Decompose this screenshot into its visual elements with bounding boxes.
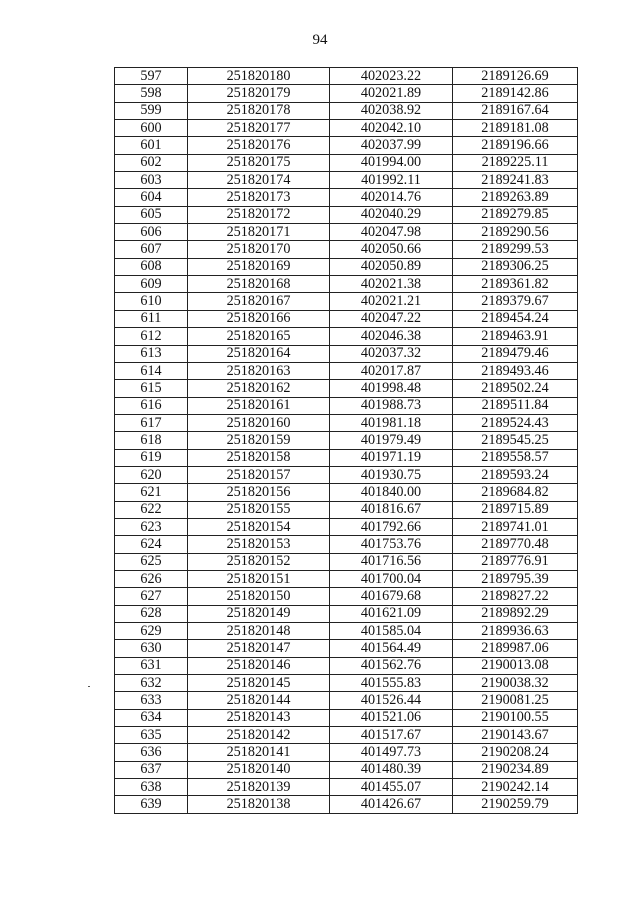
point-number-cell: 627 — [115, 588, 188, 605]
table-row — [115, 657, 578, 674]
y-coordinate-cell: 2189306.25 — [453, 258, 578, 275]
point-number-cell: 632 — [115, 675, 188, 692]
point-id-cell: 251820179 — [188, 85, 330, 102]
point-number-cell: 603 — [115, 172, 188, 189]
y-coordinate-cell: 2189770.48 — [453, 536, 578, 553]
table-row — [115, 605, 578, 622]
point-number-cell: 631 — [115, 657, 188, 674]
table-row — [115, 484, 578, 501]
point-number-cell: 613 — [115, 345, 188, 362]
point-id-cell: 251820139 — [188, 779, 330, 796]
y-coordinate-cell: 2189225.11 — [453, 154, 578, 171]
y-coordinate-cell: 2190208.24 — [453, 744, 578, 761]
point-id-cell: 251820178 — [188, 102, 330, 119]
table-row — [115, 761, 578, 778]
table-row — [115, 397, 578, 414]
point-id-cell: 251820142 — [188, 727, 330, 744]
point-id-cell: 251820170 — [188, 241, 330, 258]
point-id-cell: 251820140 — [188, 761, 330, 778]
point-id-cell: 251820167 — [188, 293, 330, 310]
x-coordinate-cell: 401497.73 — [330, 744, 453, 761]
x-coordinate-cell: 402046.38 — [330, 328, 453, 345]
y-coordinate-cell: 2189936.63 — [453, 623, 578, 640]
point-id-cell: 251820147 — [188, 640, 330, 657]
point-number-cell: 623 — [115, 518, 188, 535]
x-coordinate-cell: 402021.21 — [330, 293, 453, 310]
y-coordinate-cell: 2189987.06 — [453, 640, 578, 657]
coordinates-table-body — [115, 68, 578, 814]
point-number-cell: 611 — [115, 310, 188, 327]
point-number-cell: 616 — [115, 397, 188, 414]
x-coordinate-cell: 401971.19 — [330, 449, 453, 466]
point-id-cell: 251820169 — [188, 258, 330, 275]
table-row — [115, 796, 578, 813]
point-number-cell: 638 — [115, 779, 188, 796]
point-id-cell: 251820151 — [188, 570, 330, 587]
x-coordinate-cell: 401753.76 — [330, 536, 453, 553]
y-coordinate-cell: 2189479.46 — [453, 345, 578, 362]
point-id-cell: 251820162 — [188, 380, 330, 397]
point-number-cell: 606 — [115, 224, 188, 241]
point-number-cell: 633 — [115, 692, 188, 709]
y-coordinate-cell: 2189827.22 — [453, 588, 578, 605]
x-coordinate-cell: 401816.67 — [330, 501, 453, 518]
point-id-cell: 251820153 — [188, 536, 330, 553]
y-coordinate-cell: 2189361.82 — [453, 276, 578, 293]
x-coordinate-cell: 401480.39 — [330, 761, 453, 778]
point-id-cell: 251820148 — [188, 623, 330, 640]
point-number-cell: 598 — [115, 85, 188, 102]
table-row — [115, 241, 578, 258]
x-coordinate-cell: 402021.38 — [330, 276, 453, 293]
point-id-cell: 251820143 — [188, 709, 330, 726]
point-number-cell: 634 — [115, 709, 188, 726]
x-coordinate-cell: 401792.66 — [330, 518, 453, 535]
y-coordinate-cell: 2189196.66 — [453, 137, 578, 154]
x-coordinate-cell: 401998.48 — [330, 380, 453, 397]
table-row — [115, 85, 578, 102]
table-row — [115, 744, 578, 761]
x-coordinate-cell: 401585.04 — [330, 623, 453, 640]
x-coordinate-cell: 402023.22 — [330, 68, 453, 85]
point-id-cell: 251820138 — [188, 796, 330, 813]
point-number-cell: 636 — [115, 744, 188, 761]
y-coordinate-cell: 2189558.57 — [453, 449, 578, 466]
y-coordinate-cell: 2189741.01 — [453, 518, 578, 535]
point-id-cell: 251820145 — [188, 675, 330, 692]
x-coordinate-cell: 401679.68 — [330, 588, 453, 605]
y-coordinate-cell: 2189776.91 — [453, 553, 578, 570]
table-row — [115, 380, 578, 397]
y-coordinate-cell: 2189545.25 — [453, 432, 578, 449]
x-coordinate-cell: 402047.22 — [330, 310, 453, 327]
y-coordinate-cell: 2190259.79 — [453, 796, 578, 813]
point-number-cell: 602 — [115, 154, 188, 171]
y-coordinate-cell: 2189715.89 — [453, 501, 578, 518]
table-row — [115, 588, 578, 605]
point-number-cell: 610 — [115, 293, 188, 310]
table-row — [115, 154, 578, 171]
point-number-cell: 624 — [115, 536, 188, 553]
y-coordinate-cell: 2189279.85 — [453, 206, 578, 223]
point-number-cell: 608 — [115, 258, 188, 275]
x-coordinate-cell: 401981.18 — [330, 414, 453, 431]
table-row — [115, 449, 578, 466]
table-row — [115, 189, 578, 206]
point-number-cell: 621 — [115, 484, 188, 501]
x-coordinate-cell: 402050.66 — [330, 241, 453, 258]
y-coordinate-cell: 2189493.46 — [453, 362, 578, 379]
x-coordinate-cell: 401526.44 — [330, 692, 453, 709]
x-coordinate-cell: 401930.75 — [330, 466, 453, 483]
x-coordinate-cell: 401426.67 — [330, 796, 453, 813]
table-row — [115, 362, 578, 379]
y-coordinate-cell: 2189892.29 — [453, 605, 578, 622]
point-id-cell: 251820168 — [188, 276, 330, 293]
y-coordinate-cell: 2189167.64 — [453, 102, 578, 119]
point-number-cell: 628 — [115, 605, 188, 622]
y-coordinate-cell: 2190234.89 — [453, 761, 578, 778]
table-row — [115, 536, 578, 553]
y-coordinate-cell: 2189684.82 — [453, 484, 578, 501]
table-row — [115, 466, 578, 483]
point-id-cell: 251820173 — [188, 189, 330, 206]
point-number-cell: 601 — [115, 137, 188, 154]
x-coordinate-cell: 401700.04 — [330, 570, 453, 587]
point-number-cell: 639 — [115, 796, 188, 813]
point-id-cell: 251820172 — [188, 206, 330, 223]
point-number-cell: 619 — [115, 449, 188, 466]
y-coordinate-cell: 2189379.67 — [453, 293, 578, 310]
point-number-cell: 635 — [115, 727, 188, 744]
table-row — [115, 709, 578, 726]
point-number-cell: 599 — [115, 102, 188, 119]
x-coordinate-cell: 401621.09 — [330, 605, 453, 622]
x-coordinate-cell: 402037.32 — [330, 345, 453, 362]
table-row — [115, 345, 578, 362]
point-number-cell: 615 — [115, 380, 188, 397]
y-coordinate-cell: 2189524.43 — [453, 414, 578, 431]
table-row — [115, 553, 578, 570]
x-coordinate-cell: 401716.56 — [330, 553, 453, 570]
y-coordinate-cell: 2190242.14 — [453, 779, 578, 796]
table-row — [115, 310, 578, 327]
y-coordinate-cell: 2189299.53 — [453, 241, 578, 258]
y-coordinate-cell: 2190081.25 — [453, 692, 578, 709]
point-id-cell: 251820160 — [188, 414, 330, 431]
x-coordinate-cell: 401562.76 — [330, 657, 453, 674]
y-coordinate-cell: 2189463.91 — [453, 328, 578, 345]
table-row — [115, 640, 578, 657]
x-coordinate-cell: 402047.98 — [330, 224, 453, 241]
point-number-cell: 614 — [115, 362, 188, 379]
table-row — [115, 258, 578, 275]
point-id-cell: 251820163 — [188, 362, 330, 379]
point-number-cell: 620 — [115, 466, 188, 483]
x-coordinate-cell: 401555.83 — [330, 675, 453, 692]
point-id-cell: 251820154 — [188, 518, 330, 535]
coordinates-table — [114, 67, 578, 814]
point-number-cell: 625 — [115, 553, 188, 570]
x-coordinate-cell: 401992.11 — [330, 172, 453, 189]
table-row — [115, 518, 578, 535]
table-row — [115, 224, 578, 241]
point-id-cell: 251820155 — [188, 501, 330, 518]
table-row — [115, 293, 578, 310]
point-number-cell: 617 — [115, 414, 188, 431]
point-number-cell: 612 — [115, 328, 188, 345]
y-coordinate-cell: 2190143.67 — [453, 727, 578, 744]
point-id-cell: 251820166 — [188, 310, 330, 327]
table-row — [115, 779, 578, 796]
point-number-cell: 626 — [115, 570, 188, 587]
y-coordinate-cell: 2190038.32 — [453, 675, 578, 692]
y-coordinate-cell: 2189454.24 — [453, 310, 578, 327]
x-coordinate-cell: 401994.00 — [330, 154, 453, 171]
y-coordinate-cell: 2189593.24 — [453, 466, 578, 483]
y-coordinate-cell: 2189142.86 — [453, 85, 578, 102]
stray-mark — [88, 686, 90, 687]
point-id-cell: 251820165 — [188, 328, 330, 345]
point-id-cell: 251820176 — [188, 137, 330, 154]
x-coordinate-cell: 402038.92 — [330, 102, 453, 119]
point-id-cell: 251820141 — [188, 744, 330, 761]
point-number-cell: 629 — [115, 623, 188, 640]
table-row — [115, 68, 578, 85]
table-row — [115, 692, 578, 709]
point-number-cell: 630 — [115, 640, 188, 657]
y-coordinate-cell: 2189795.39 — [453, 570, 578, 587]
table-row — [115, 501, 578, 518]
x-coordinate-cell: 401521.06 — [330, 709, 453, 726]
y-coordinate-cell: 2190100.55 — [453, 709, 578, 726]
x-coordinate-cell: 402040.29 — [330, 206, 453, 223]
point-number-cell: 600 — [115, 120, 188, 137]
y-coordinate-cell: 2189241.83 — [453, 172, 578, 189]
point-number-cell: 604 — [115, 189, 188, 206]
table-row — [115, 570, 578, 587]
table-row — [115, 675, 578, 692]
x-coordinate-cell: 402014.76 — [330, 189, 453, 206]
x-coordinate-cell: 401517.67 — [330, 727, 453, 744]
point-id-cell: 251820158 — [188, 449, 330, 466]
x-coordinate-cell: 402017.87 — [330, 362, 453, 379]
point-id-cell: 251820157 — [188, 466, 330, 483]
table-row — [115, 172, 578, 189]
point-number-cell: 622 — [115, 501, 188, 518]
point-id-cell: 251820149 — [188, 605, 330, 622]
y-coordinate-cell: 2189511.84 — [453, 397, 578, 414]
point-id-cell: 251820174 — [188, 172, 330, 189]
x-coordinate-cell: 402050.89 — [330, 258, 453, 275]
point-id-cell: 251820164 — [188, 345, 330, 362]
table-row — [115, 623, 578, 640]
x-coordinate-cell: 402042.10 — [330, 120, 453, 137]
table-row — [115, 328, 578, 345]
y-coordinate-cell: 2189126.69 — [453, 68, 578, 85]
x-coordinate-cell: 402021.89 — [330, 85, 453, 102]
point-id-cell: 251820152 — [188, 553, 330, 570]
point-id-cell: 251820161 — [188, 397, 330, 414]
table-row — [115, 432, 578, 449]
point-id-cell: 251820171 — [188, 224, 330, 241]
table-row — [115, 120, 578, 137]
point-id-cell: 251820156 — [188, 484, 330, 501]
table-row — [115, 276, 578, 293]
y-coordinate-cell: 2189290.56 — [453, 224, 578, 241]
page-number: 94 — [312, 32, 328, 48]
point-number-cell: 597 — [115, 68, 188, 85]
table-row — [115, 206, 578, 223]
point-id-cell: 251820180 — [188, 68, 330, 85]
x-coordinate-cell: 402037.99 — [330, 137, 453, 154]
y-coordinate-cell: 2189181.08 — [453, 120, 578, 137]
x-coordinate-cell: 401564.49 — [330, 640, 453, 657]
y-coordinate-cell: 2189263.89 — [453, 189, 578, 206]
x-coordinate-cell: 401455.07 — [330, 779, 453, 796]
y-coordinate-cell: 2189502.24 — [453, 380, 578, 397]
table-row — [115, 137, 578, 154]
x-coordinate-cell: 401840.00 — [330, 484, 453, 501]
point-number-cell: 618 — [115, 432, 188, 449]
table-row — [115, 102, 578, 119]
point-number-cell: 637 — [115, 761, 188, 778]
x-coordinate-cell: 401979.49 — [330, 432, 453, 449]
point-id-cell: 251820175 — [188, 154, 330, 171]
point-number-cell: 607 — [115, 241, 188, 258]
point-number-cell: 605 — [115, 206, 188, 223]
point-id-cell: 251820146 — [188, 657, 330, 674]
point-id-cell: 251820150 — [188, 588, 330, 605]
y-coordinate-cell: 2190013.08 — [453, 657, 578, 674]
point-id-cell: 251820144 — [188, 692, 330, 709]
x-coordinate-cell: 401988.73 — [330, 397, 453, 414]
point-id-cell: 251820159 — [188, 432, 330, 449]
table-row — [115, 414, 578, 431]
point-id-cell: 251820177 — [188, 120, 330, 137]
table-row — [115, 727, 578, 744]
point-number-cell: 609 — [115, 276, 188, 293]
